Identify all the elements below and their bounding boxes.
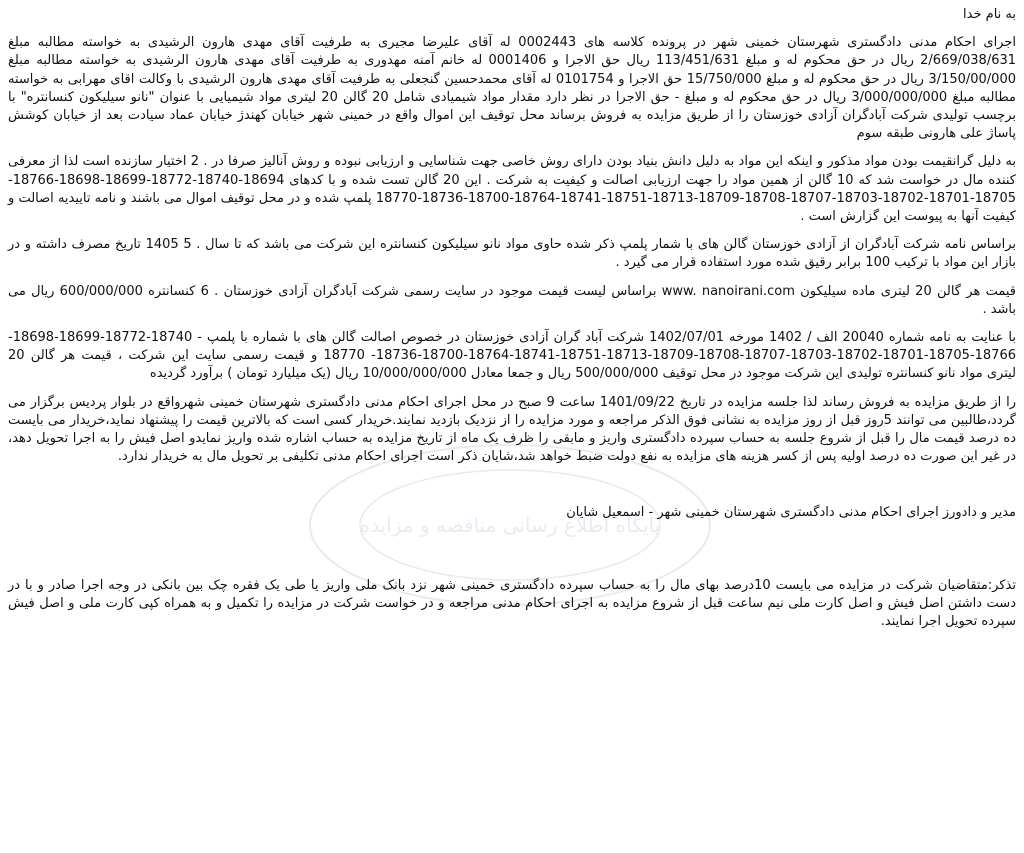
note-paragraph: تذکر:متقاضیان شرکت در مزایده می بایست 10درصد بهای مال را به حساب سپرده دادگستری خمینی شهر نزد بانک ملی واریز یا طی یک فقره چک بین بانکی در وجه اجرا صادر و با در دست داشتن اصل فیش و اصل کارت ملی نیم ساعت قبل از شروع مزایده به اجرای احکام مدنی مراجعه و در خواست شرکت در مزایده را تکمیل و به همراه کپی کارت ملی و اصل فیش سپرده تحویل اجرا نمایند. — [8, 577, 1016, 630]
signature-line: مدیر و دادورز اجرای احکام مدنی دادگستری شهرستان خمینی شهر - اسمعیل شایان — [566, 505, 1016, 521]
paragraph-case-intro: اجرای احکام مدنی دادگستری شهرستان خمینی شهر در پرونده کلاسه های 0002443 له آقای علیرضا مجیری به طرفیت آقای مهدی هارون الرشیدی به خواسته مطالبه مبلغ 2/669/038/631 ریال در حق محکوم له و مبلغ 113/451/631 ریال حق الاجرا و 0001406 له خانم آمنه مهدوری به طرفیت آقای مهدی هارون الرشیدی به خواسته مطالبه مبلغ 3/150/00/000 ریال در حق محکوم له و مبلغ 15/750/000 حق الاجرا و 0101754 له آقای محمدحسین گنجعلی به طرفیت آقای مهدی هارون الرشیدی با وکالت اقای مهرابی به خواسته مطالبه مبلغ 3/000/000/000 ریال در حق محکوم له و مبلغ - حق الاجرا در نظر دارد مقدار مواد شیمیادی شامل 20 گالن 20 لیتری مواد شیمیایی با عنوان "نانو سیلیکون کنسانتره" با برچسب تولیدی شرکت آبادگران آزادی خوزستان را از طریق مزایده به فروش برساند محل توقیف این اموال واقع در خمینی شهر خیابان کهندژ خیابان عماد سیادت بعد از خیابان کوشش پاساژ علی هارونی طبقه سوم — [8, 35, 1017, 142]
watermark-text: پایگاه اطلاع رسانی مناقصه و مزایده — [359, 513, 661, 537]
paragraph-estimate: با عنایت به نامه شماره 20040 الف / 1402 مورخه 1402/07/01 شرکت آباد گران آزادی خوزستان در خصوص اصالت گالن های با شماره با پلمپ - 18740-18772-18699-18698-18766-18705-18701-18702-18703-18707-18708-18709-18713-18751-18741-18764-18700-18736- 18770 و قیمت رسمی سایت این شرکت ، قیمت هر گالن 20 لیتری مواد نانو کنسانتره تولیدی این شرکت موجود در محل توقیف 500/000/000 ریال و جمعا معادل 10/000/000/000 ریال (یک میلیارد تومان ) برآورد گردیده — [8, 330, 1016, 382]
paragraph-expiry: براساس نامه شرکت آبادگران از آزادی خوزستان گالن های با شمار پلمپ ذکر شده حاوی مواد نانو سیلیکون کنسانتره این شرکت می باشد که تا سال . 5 1405 تاریخ مصرف داشته و در بازار این مواد با ترکیب 100 برابر رقیق شده مورد استفاده قرار می گیرد . — [8, 237, 1016, 271]
paragraph-auction: را از طریق مزایده به فروش رساند لذا جلسه مزایده در تاریخ 1401/09/22 ساعت 9 صبح در محل اجرای احکام مدنی دادگستری شهرستان خمینی شهرواقع در بلوار پردیس برگزار می گردد،طالبین می توانند 5روز قبل از روز مزایده به نشانی فوق الذکر مراجعه و مورد مزایده را از نزدیک بازدید نمایند.خریدار کسی است که بالاترین قیمت را پیشنهاد نماید،خریدار می بایست ده درصد قیمت مال را قبل از شروع جلسه به حساب سپرده دادگستری واریز و مابقی را ظرف یک ماه از تاریخ مزایده به حساب اشاره شده واریز نمایدو اصل فیش را به اجرا تحویل دهد، در غیر این صورت ده درصد اولیه پس از کسر هزینه های مزایده به نفع دولت ضبط خواهد شد،شایان ذکر است اجرای احکام مدنی تکلیفی بر تحویل مال به خریدار ندارد. — [8, 394, 1016, 465]
paragraph-evaluation: به دلیل گرانقیمت بودن مواد مذکور و اینکه این مواد به دلیل دانش بنیاد بودن دارای روش خاصی جهت شناسایی و ارزیابی نبوده و روش آنالیز صرفا در . 2 اختیار سازنده است لذا از معرفی کننده مال در خواست شد که 10 گالن از همین مواد را جهت ارزیابی اصالت و کیفیت به شرکت . این 20 گالن تست شده و با کدهای 18694-18740-18772-18699-18698-18766-18705-18701-18702-18703-18707-18708-18709-18713-18751-18741-18764-18700-18736-18770 پلمپ شده و در محل توقیف اموال می باشند و نامه تاییدیه اصالت و کیفیت آنها به پیوست این گزارش است . — [8, 154, 1016, 225]
legal-notice — [8, 6, 1016, 631]
document-title: به نام خدا — [963, 7, 1016, 22]
paragraph-price: قیمت هر گالن 20 لیتری ماده سیلیکون www. nanoirani.com براساس لیست قیمت موجود در سایت رسمی شرکت آبادگران آزادی خوزستان . 6 کنسانتره 600/000/000 ریال می باشد . — [8, 283, 1016, 317]
